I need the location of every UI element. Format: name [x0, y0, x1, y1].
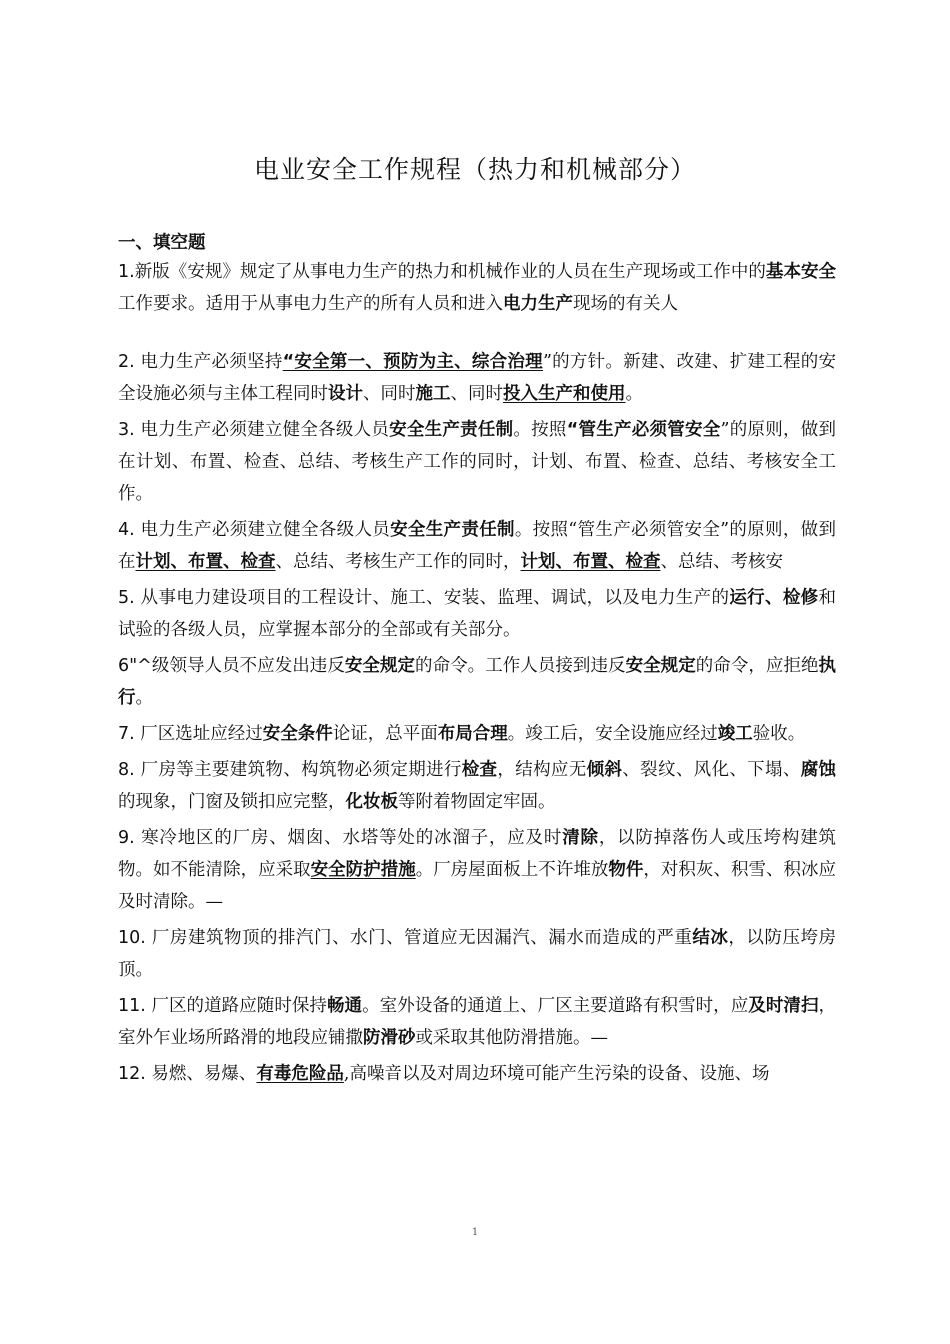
- question-text: 电力生产必须建立健全各级人员: [140, 520, 391, 540]
- answer-text: 计划、布置、检查: [135, 552, 276, 572]
- question-item: [118, 754, 836, 818]
- question-text: 验收。: [752, 724, 806, 744]
- question-text: 工作要求。适用于从事电力生产的所有人员和进入: [118, 294, 503, 314]
- question-text: 。: [135, 688, 153, 708]
- question-item: [118, 256, 836, 320]
- question-text: ，对积灰、积雪、积冰应及时清除。—: [118, 860, 837, 912]
- question-text: 、总结、考核生产工作的同时，: [275, 552, 521, 572]
- question-text: 寒冷地区的厂房、烟囱、水塔等处的冰溜子，应及时: [141, 828, 563, 848]
- answer-text: 化妆板: [345, 792, 398, 812]
- question-text: ,高噪音以及对周边环境可能产生污染的设备、设施、场: [343, 1064, 770, 1084]
- question-text: 的命令。工作人员接到违反: [415, 656, 626, 676]
- question-item: [118, 346, 836, 410]
- question-text: 和试验的各级人员，应掌握本部分的全部或有关部分。: [118, 588, 837, 640]
- answer-text: 安全生产责任制: [389, 420, 514, 440]
- answer-text: 运行、检修: [729, 588, 819, 608]
- question-text: 等附着物固定牢固。: [398, 792, 556, 812]
- question-number: 1.: [118, 262, 135, 282]
- answer-text: 安全生产责任制: [390, 520, 515, 540]
- question-number: 8.: [118, 760, 141, 780]
- question-text: 、总结、考核安: [660, 552, 783, 572]
- question-item: [118, 718, 836, 750]
- section-heading: 一、填空题: [118, 233, 206, 253]
- question-text: 新版《安规》规定了从事电力生产的热力和机械作业的人员在生产现场或工作中的: [134, 262, 766, 282]
- question-text: 电力生产必须坚持: [140, 352, 283, 372]
- question-text: 。室外设备的通道上、厂区主要道路有积雪时，应: [362, 996, 749, 1016]
- question-item: [118, 1058, 836, 1090]
- answer-text: 安全规定: [625, 656, 696, 676]
- question-item: [118, 822, 836, 918]
- question-text: 厂房等主要建筑物、构筑物必须定期进行: [140, 760, 462, 780]
- answer-text: 电力生产: [503, 294, 573, 314]
- question-item: [118, 922, 836, 986]
- question-text: 级领导人员不应发出违反: [151, 656, 345, 676]
- question-number: 6"^: [118, 656, 152, 676]
- answer-text: 结冰: [692, 928, 729, 948]
- question-text: 厂区的道路应随时保持: [151, 996, 327, 1016]
- answer-text: 清除: [562, 828, 599, 848]
- question-text: ，以防掉落伤人或压垮构建筑物。如不能清除，应采取: [118, 828, 837, 880]
- question-number: 5.: [118, 588, 141, 608]
- answer-text: 计划、布置、检查: [520, 552, 661, 572]
- question-text: 易燃、易爆、: [151, 1064, 257, 1084]
- answer-text: 畅通: [327, 996, 363, 1016]
- question-text: 现场的有关人: [573, 294, 678, 314]
- answer-text: 安全防护措施: [310, 860, 416, 880]
- question-text: 。厂房屋面板上不许堆放: [415, 860, 609, 880]
- question-text: ”的原则，做到在计划、布置、检查、总结、考核生产工作的同时，计划、布置、检查、总结、考核安全工作。: [118, 420, 837, 504]
- answer-text: “安全第一、预防为主、综合治理: [282, 352, 543, 372]
- question-number: 7.: [118, 724, 141, 744]
- answer-text: 倾斜: [586, 760, 623, 780]
- question-number: 4.: [118, 520, 141, 540]
- question-text: 。按照: [513, 420, 567, 440]
- question-text: 、裂纹、风化、下塌、: [622, 760, 801, 780]
- answer-text: 布局合理: [437, 724, 508, 744]
- question-number: 3.: [118, 420, 141, 440]
- question-text: 的现象，门窗及锁扣应完整，: [118, 792, 346, 812]
- answer-text: 有毒危险品: [256, 1064, 344, 1084]
- question-number: 9.: [118, 828, 142, 848]
- question-text: 。: [625, 384, 643, 404]
- answer-text: 执行: [118, 656, 837, 708]
- answer-text: 竣工: [717, 724, 753, 744]
- question-item: [118, 414, 836, 510]
- question-item: [118, 990, 836, 1054]
- answer-text: 及时清扫: [748, 996, 819, 1016]
- document-title: 电业安全工作规程（热力和机械部分）: [253, 155, 696, 184]
- question-item: [118, 582, 836, 646]
- question-text: 。竣工后，安全设施应经过: [507, 724, 718, 744]
- question-text: 从事电力建设项目的工程设计、施工、安装、监理、调试，以及电力生产的: [140, 588, 730, 608]
- answer-text: 腐蚀: [800, 760, 837, 780]
- question-text: 、同时: [450, 384, 503, 404]
- answer-text: 物件: [608, 860, 644, 880]
- answer-text: “管生产必须管安全: [566, 420, 721, 440]
- question-text: 的命令，应拒绝: [695, 656, 819, 676]
- answer-text: 防滑砂: [363, 1028, 416, 1048]
- question-text: ，室外乍业场所路滑的地段应铺撒: [118, 996, 837, 1048]
- question-text: 。按照“管生产必须管安全”的原则，做到在: [118, 520, 837, 572]
- answer-text: 基本安全: [765, 262, 837, 282]
- answer-text: 投入生产和使用: [503, 384, 626, 404]
- question-number: 12.: [118, 1064, 152, 1084]
- question-text: 厂房建筑物顶的排汽门、水门、管道应无因漏汽、漏水而造成的严重: [151, 928, 693, 948]
- answer-text: 施工: [415, 384, 451, 404]
- answer-text: 检查: [461, 760, 498, 780]
- document-body: [118, 230, 836, 1094]
- question-item: [118, 650, 836, 714]
- question-text: 论证，总平面: [332, 724, 438, 744]
- question-text: 、同时: [363, 384, 416, 404]
- answer-text: 安全规定: [344, 656, 416, 676]
- question-text: ”的方针。新建、改建、扩建工程的安全设施必须与主体工程同时: [118, 352, 837, 404]
- question-text: ，结构应无: [497, 760, 587, 780]
- page-number: 1: [471, 1227, 479, 1238]
- question-number: 10.: [118, 928, 152, 948]
- question-text: 或采取其他防滑措施。—: [415, 1028, 608, 1048]
- answer-text: 设计: [328, 384, 363, 404]
- question-number: 2.: [118, 352, 141, 372]
- question-number: 11.: [118, 996, 152, 1016]
- answer-text: 安全条件: [262, 724, 333, 744]
- question-text: 电力生产必须建立健全各级人员: [140, 420, 390, 440]
- question-item: [118, 514, 836, 578]
- question-text: ，以防压垮房顶。: [118, 928, 836, 980]
- question-text: 厂区选址应经过: [140, 724, 263, 744]
